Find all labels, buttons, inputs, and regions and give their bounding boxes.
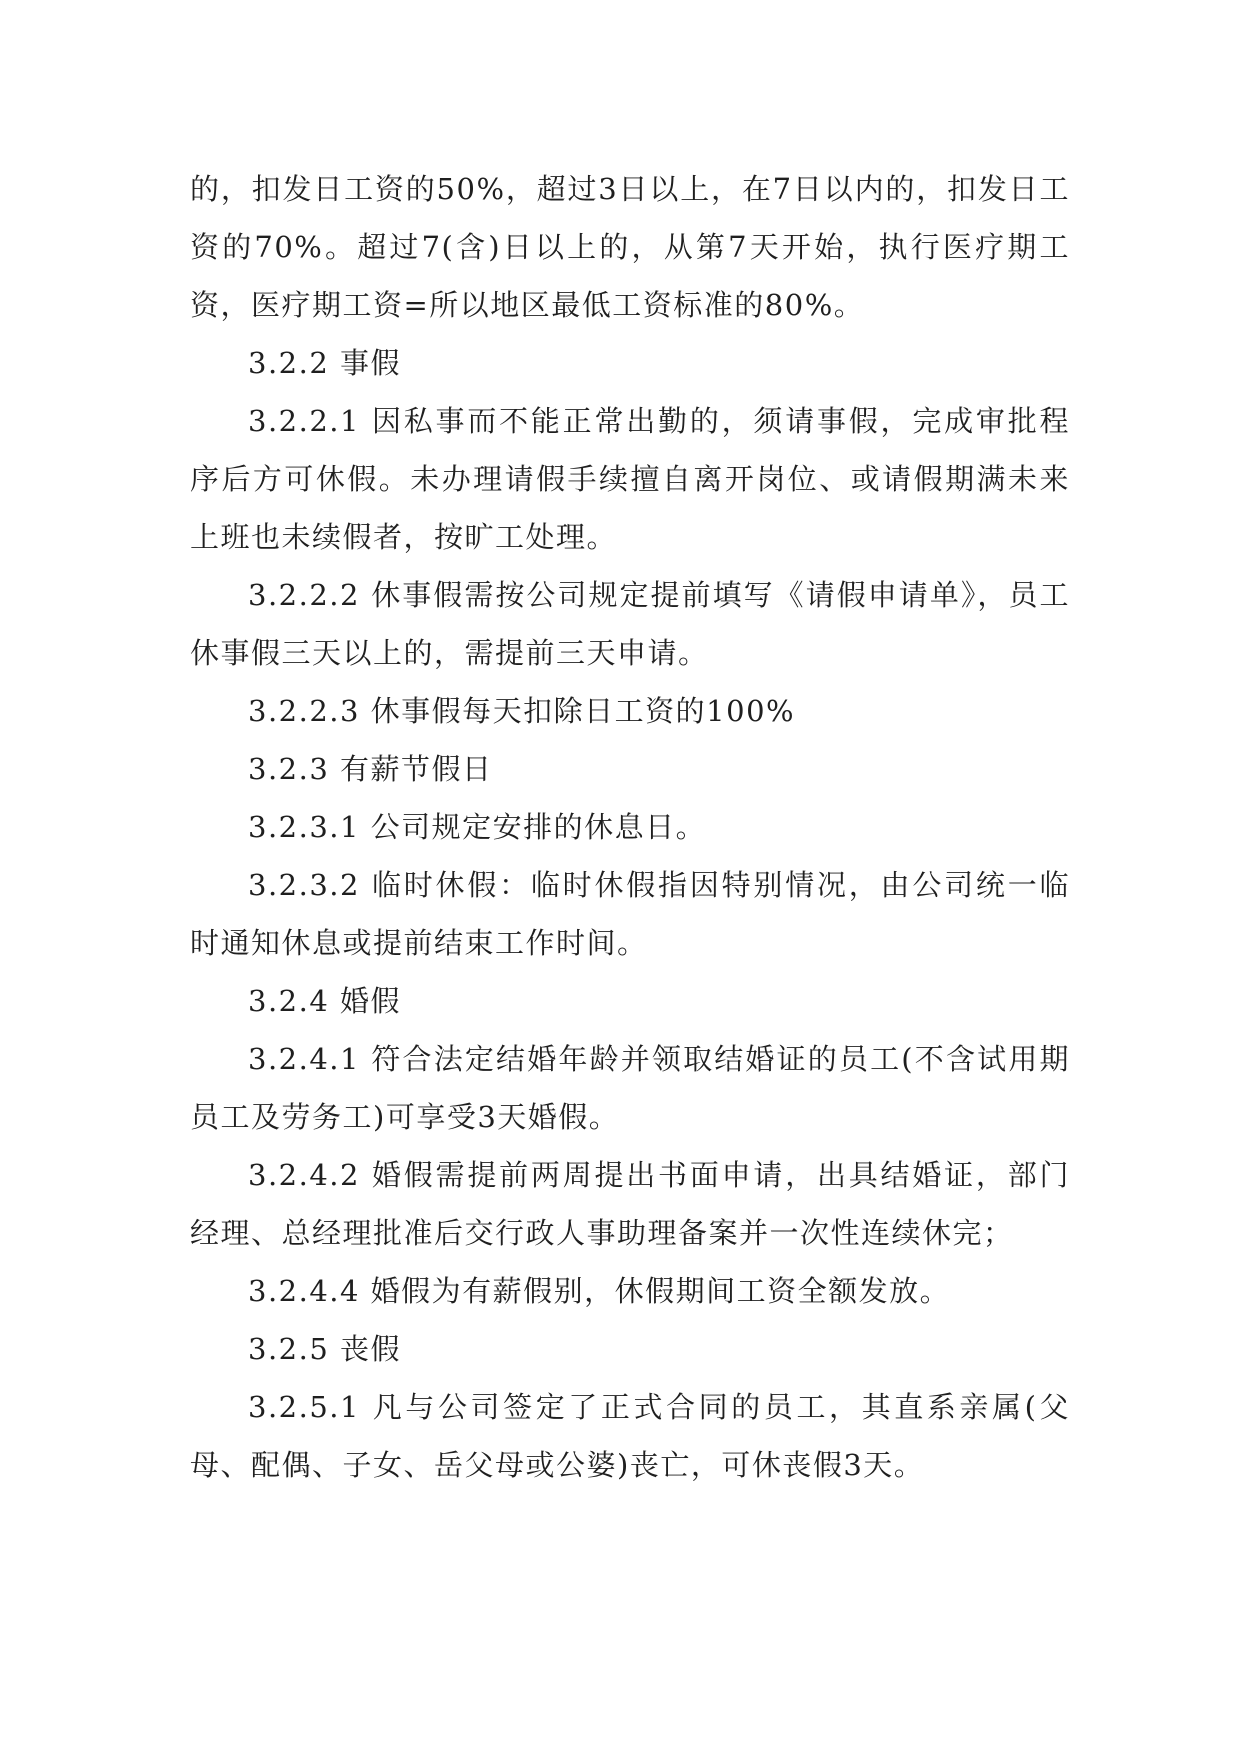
paragraph-bereavement-leave-1: 3.2.5.1 凡与公司签定了正式合同的员工，其直系亲属(父母、配偶、子女、岳父母或公婆)丧亡，可休丧假3天。 <box>190 1390 1070 1482</box>
paragraph-marriage-leave-4: 3.2.4.4 婚假为有薪假别，休假期间工资全额发放。 <box>248 1274 951 1308</box>
heading-paid-holidays: 3.2.3 有薪节假日 <box>248 752 493 786</box>
paragraph-personal-leave-3: 3.2.2.3 休事假每天扣除日工资的100% <box>248 694 796 728</box>
heading-marriage-leave: 3.2.4 婚假 <box>248 984 402 1018</box>
heading-personal-leave: 3.2.2 事假 <box>248 346 402 380</box>
paragraph-personal-leave-2: 3.2.2.2 休事假需按公司规定提前填写《请假申请单》，员工休事假三天以上的，需提前三天申请。 <box>190 578 1070 670</box>
paragraph-paid-holidays-1: 3.2.3.1 公司规定安排的休息日。 <box>248 810 707 844</box>
document-body <box>190 160 1070 1494</box>
paragraph-marriage-leave-2: 3.2.4.2 婚假需提前两周提出书面申请，出具结婚证，部门经理、总经理批准后交行政人事助理备案并一次性连续休完； <box>190 1158 1070 1250</box>
paragraph-personal-leave-1: 3.2.2.1 因私事而不能正常出勤的，须请事假，完成审批程序后方可休假。未办理请假手续擅自离开岗位、或请假期满未来上班也未续假者，按旷工处理。 <box>190 404 1070 554</box>
paragraph-sick-leave-continued: 的，扣发日工资的50%，超过3日以上，在7日以内的，扣发日工资的70%。超过7(含)日以上的，从第7天开始，执行医疗期工资，医疗期工资=所以地区最低工资标准的80%。 <box>190 172 1070 322</box>
heading-bereavement-leave: 3.2.5 丧假 <box>248 1332 402 1366</box>
paragraph-paid-holidays-2: 3.2.3.2 临时休假：临时休假指因特别情况，由公司统一临时通知休息或提前结束工作时间。 <box>190 868 1070 960</box>
paragraph-marriage-leave-1: 3.2.4.1 符合法定结婚年龄并领取结婚证的员工(不含试用期员工及劳务工)可享受3天婚假。 <box>190 1042 1070 1134</box>
